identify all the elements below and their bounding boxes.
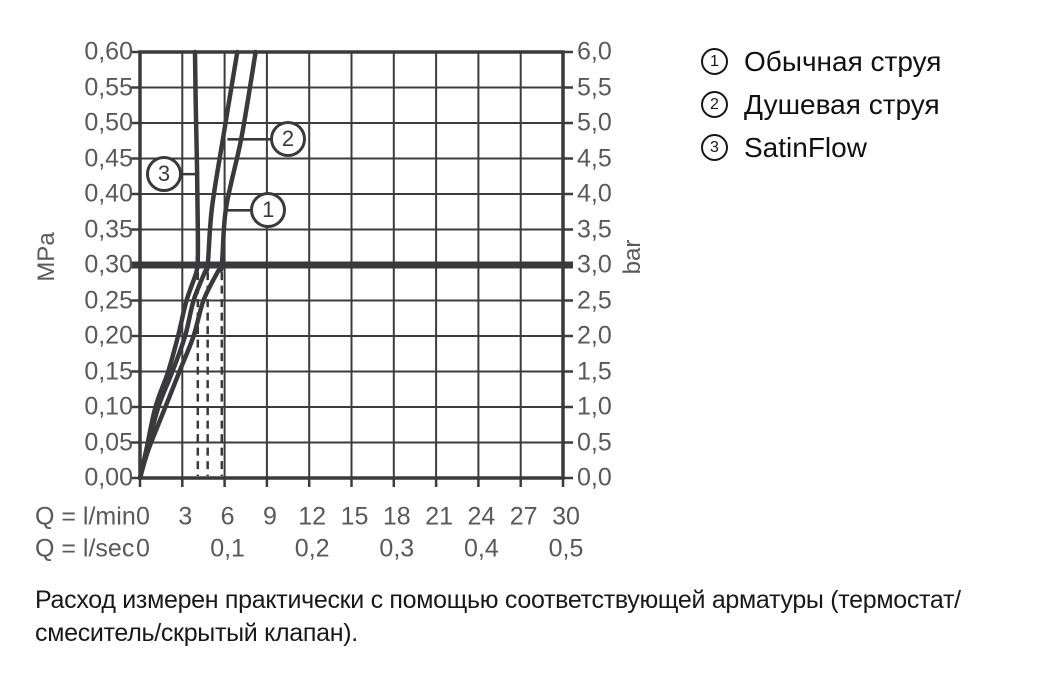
x-axis-lmin-caption: Q = l/min bbox=[35, 502, 136, 531]
legend-item-3 bbox=[701, 133, 941, 162]
legend-label: SatinFlow bbox=[744, 131, 867, 163]
x-lmin-tick-label: 12 bbox=[298, 502, 327, 531]
footnote bbox=[35, 584, 1045, 650]
footnote-line-2: смеситель/скрытый клапан). bbox=[35, 619, 358, 647]
y-left-tick-label: 0,50 bbox=[84, 108, 133, 137]
y-right-tick-label: 0,5 bbox=[577, 428, 612, 456]
y-left-unit-label: MPa bbox=[33, 232, 60, 282]
y-right-tick-label: 2,5 bbox=[577, 286, 612, 314]
y-right-unit-label: bar bbox=[619, 239, 646, 275]
x-lmin-tick-label: 6 bbox=[220, 502, 235, 531]
curve-callout-2: 2 bbox=[270, 121, 306, 157]
x-lsec-tick-label: 0,2 bbox=[294, 534, 330, 563]
curve-callout-1: 1 bbox=[250, 192, 286, 228]
x-lmin-tick-label: 21 bbox=[425, 502, 453, 531]
legend-circled-number: 3 bbox=[701, 134, 728, 161]
legend-circled-number: 1 bbox=[701, 48, 728, 75]
y-right-tick-label: 4,5 bbox=[577, 144, 612, 172]
x-lmin-tick-label: 15 bbox=[340, 502, 369, 531]
y-right-tick-label: 1,5 bbox=[577, 357, 612, 385]
y-left-tick-label: 0,20 bbox=[84, 321, 133, 350]
y-right-tick-label: 0,0 bbox=[577, 463, 612, 492]
x-lmin-tick-label: 30 bbox=[552, 502, 580, 531]
legend-item-1 bbox=[701, 47, 941, 76]
x-lsec-tick-label: 0 bbox=[136, 534, 150, 563]
y-right-tick-label: 2,0 bbox=[577, 321, 612, 350]
y-left-tick-label: 0,35 bbox=[84, 215, 133, 243]
x-lmin-tick-label: 0 bbox=[136, 502, 150, 531]
y-right-tick-label: 5,5 bbox=[577, 73, 612, 101]
x-lmin-tick-label: 27 bbox=[509, 502, 538, 531]
x-lmin-tick-label: 9 bbox=[262, 502, 277, 531]
y-right-tick-label: 5,0 bbox=[577, 108, 612, 137]
legend-label: Обычная струя bbox=[744, 45, 942, 77]
y-left-tick-label: 0,40 bbox=[84, 179, 133, 208]
y-left-tick-label: 0,00 bbox=[84, 463, 133, 492]
x-lsec-tick-label: 0,5 bbox=[548, 534, 584, 563]
legend-circled-number: 2 bbox=[701, 91, 728, 118]
y-left-tick-label: 0,25 bbox=[84, 286, 133, 314]
x-lsec-tick-label: 0,1 bbox=[210, 534, 245, 563]
x-lsec-tick-label: 0,4 bbox=[464, 534, 499, 563]
y-left-tick-label: 0,60 bbox=[84, 37, 133, 66]
y-left-tick-label: 0,55 bbox=[84, 73, 133, 101]
y-left-tick-label: 0,15 bbox=[84, 357, 133, 385]
legend-label: Душевая струя bbox=[744, 88, 940, 120]
y-right-tick-label: 3,0 bbox=[577, 250, 612, 279]
legend-item-2 bbox=[701, 90, 941, 119]
y-right-tick-label: 6,0 bbox=[577, 37, 612, 66]
curve-callout-3: 3 bbox=[146, 156, 182, 192]
footnote-line-1: Расход измерен практически с помощью соответствующей арматуры (термостат/ bbox=[35, 586, 961, 614]
y-left-tick-label: 0,05 bbox=[84, 428, 133, 456]
y-left-tick-label: 0,45 bbox=[84, 144, 133, 172]
x-lmin-tick-label: 24 bbox=[467, 502, 496, 531]
y-right-tick-label: 1,0 bbox=[577, 392, 612, 421]
y-right-tick-label: 3,5 bbox=[577, 215, 612, 243]
y-left-tick-label: 0,30 bbox=[84, 250, 133, 279]
x-lmin-tick-label: 18 bbox=[382, 502, 411, 531]
x-lsec-tick-label: 0,3 bbox=[379, 534, 415, 563]
y-right-tick-label: 4,0 bbox=[577, 179, 612, 208]
y-left-tick-label: 0,10 bbox=[84, 392, 133, 421]
legend bbox=[701, 47, 941, 162]
x-lmin-tick-label: 3 bbox=[178, 502, 193, 531]
x-axis-lsec-caption: Q = l/sec bbox=[35, 534, 135, 563]
